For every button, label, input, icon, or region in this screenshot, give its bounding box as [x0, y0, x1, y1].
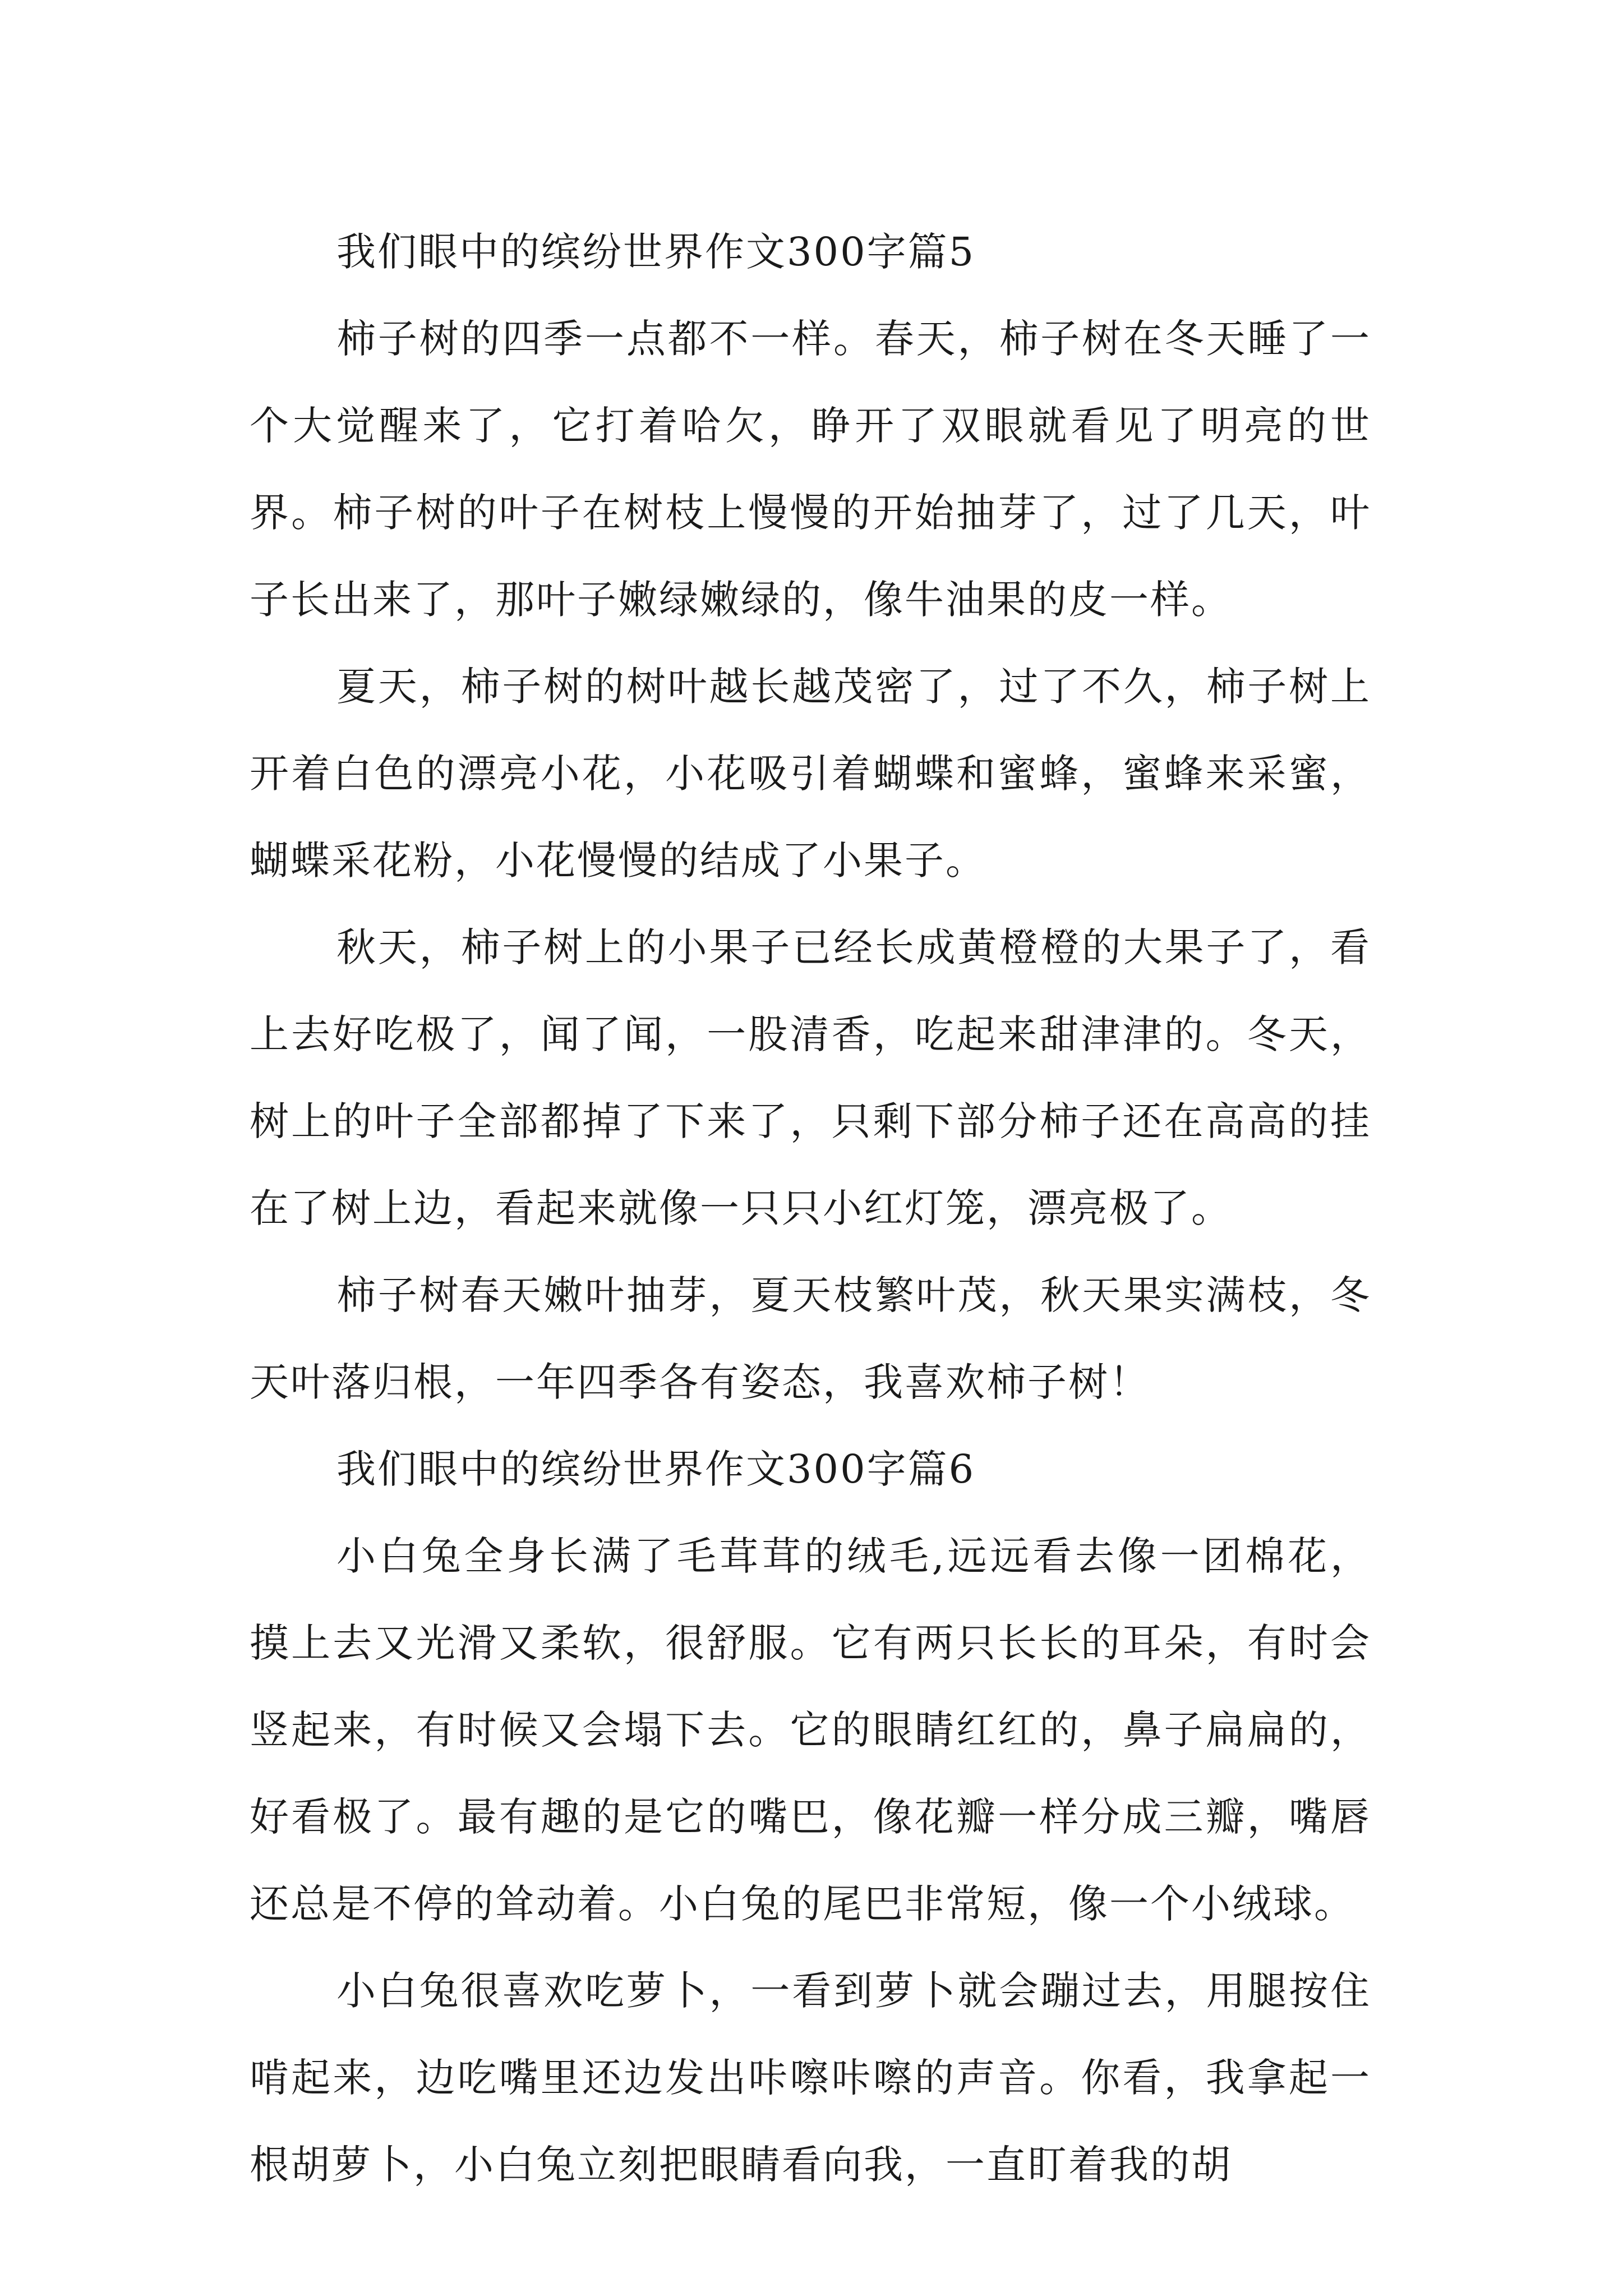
section-heading: 我们眼中的缤纷世界作文300字篇5: [336, 229, 976, 275]
paragraph: 秋天，柿子树上的小果子已经长成黄橙橙的大果子了，看上去好吃极了，闻了闻，一股清香，吃起来甜津津的。冬天，树上的叶子全部都掉了下来了，只剩下部分柿子还在高高的挂在了树上边，看起来就像一只只小红灯笼，漂亮极了。: [250, 924, 1371, 1231]
paragraph: 夏天，柿子树的树叶越长越茂密了，过了不久，柿子树上开着白色的漂亮小花，小花吸引着蝴蝶和蜜蜂，蜜蜂来采蜜，蝴蝶采花粉，小花慢慢的结成了小果子。: [250, 664, 1371, 884]
paragraph: 小白兔很喜欢吃萝卜，一看到萝卜就会蹦过去，用腿按住啃起来，边吃嘴里还边发出咔嚓咔嚓的声音。你看，我拿起一根胡萝卜，小白兔立刻把眼睛看向我，一直盯着我的胡: [250, 1968, 1371, 2188]
paragraph: 柿子树的四季一点都不一样。春天，柿子树在冬天睡了一个大觉醒来了，它打着哈欠，睁开了双眼就看见了明亮的世界。柿子树的叶子在树枝上慢慢的开始抽芽了，过了几天，叶子长出来了，那叶子嫩绿嫩绿的，像牛油果的皮一样。: [250, 316, 1371, 623]
paragraph: 柿子树春天嫩叶抽芽，夏天枝繁叶茂，秋天果实满枝，冬天叶落归根，一年四季各有姿态，我喜欢柿子树！: [250, 1272, 1371, 1405]
document-body: [250, 209, 1371, 2208]
paragraph: 小白兔全身长满了毛茸茸的绒毛,远远看去像一团棉花，摸上去又光滑又柔软，很舒服。它有两只长长的耳朵，有时会竖起来，有时候又会塌下去。它的眼睛红红的，鼻子扁扁的，好看极了。最有趣的是它的嘴巴，像花瓣一样分成三瓣，嘴唇还总是不停的耸动着。小白兔的尾巴非常短，像一个小绒球。: [250, 1533, 1371, 1927]
section-heading: 我们眼中的缤纷世界作文300字篇6: [336, 1446, 976, 1492]
